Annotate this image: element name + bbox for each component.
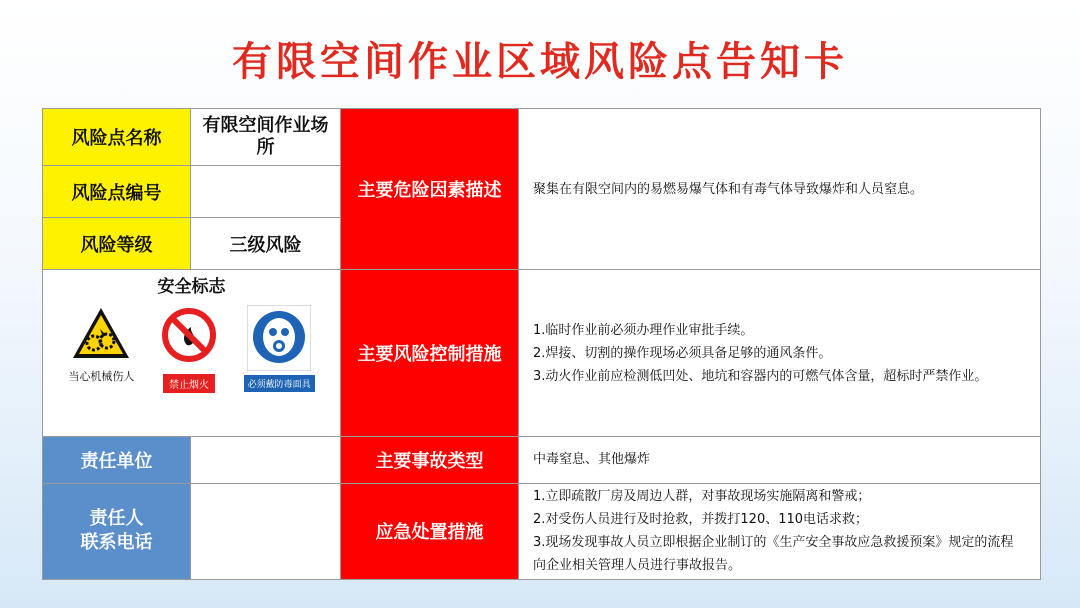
- page-title: 有限空间作业区域风险点告知卡: [232, 39, 848, 85]
- control-title: 主要风险控制措施: [341, 270, 519, 436]
- safety-signs-title: 安全标志: [157, 277, 226, 298]
- person-label: 责任人 联系电话: [43, 483, 191, 579]
- sign-no-fire: [157, 305, 221, 393]
- control-measures: [519, 270, 1041, 436]
- control-item: 2.焊接、切割的操作现场必须具备足够的通风条件。: [533, 345, 832, 361]
- sign-gas-mask: [244, 305, 315, 392]
- emergency-item: 1.立即疏散厂房及周边人群，对事故现场实施隔离和警戒；: [533, 489, 871, 505]
- gas-mask-mandatory-icon: [247, 305, 311, 376]
- sign-mechanical-injury: [68, 305, 134, 384]
- no-open-flame-icon: [157, 305, 221, 372]
- sign-caption: 当心机械伤人: [68, 370, 135, 384]
- emergency-title: 应急处置措施: [341, 483, 519, 579]
- sign-caption: 禁止烟火: [163, 374, 215, 393]
- risk-name-value: 有限空间作业场所: [191, 109, 341, 166]
- risk-card-table: [42, 108, 1041, 580]
- emergency-item: 3.现场发现事故人员立即根据企业制订的《生产安全事故应急救援预案》规定的流程向企业相关管理人员进行事故报告。: [533, 535, 1014, 574]
- accident-text: 中毒窒息、其他爆炸: [519, 436, 1041, 483]
- unit-label: 责任单位: [43, 436, 191, 483]
- unit-value: [191, 436, 341, 483]
- control-item: 3.动火作业前应检测低凹处、地坑和容器内的可燃气体含量，超标时严禁作业。: [533, 368, 988, 384]
- hazard-text: 聚集在有限空间内的易燃易爆气体和有毒气体导致爆炸和人员窒息。: [519, 109, 1041, 270]
- person-value: [191, 483, 341, 579]
- emergency-measures: [519, 483, 1041, 579]
- safety-signs-row: [43, 305, 340, 393]
- mechanical-injury-warning-icon: [70, 305, 132, 366]
- control-item: 1.临时作业前必须办理作业审批手续。: [533, 322, 754, 338]
- risk-level-value: 三级风险: [191, 218, 341, 270]
- risk-code-label: 风险点编号: [43, 166, 191, 218]
- accident-title: 主要事故类型: [341, 436, 519, 483]
- risk-level-label: 风险等级: [43, 218, 191, 270]
- emergency-item: 2.对受伤人员进行及时抢救，并拨打120、110电话求救；: [533, 512, 869, 528]
- hazard-title: 主要危险因素描述: [341, 109, 519, 270]
- safety-signs-cell: [43, 270, 341, 436]
- risk-code-value: [191, 166, 341, 218]
- risk-name-label: 风险点名称: [43, 109, 191, 166]
- sign-caption: 必须戴防毒面具: [244, 375, 315, 392]
